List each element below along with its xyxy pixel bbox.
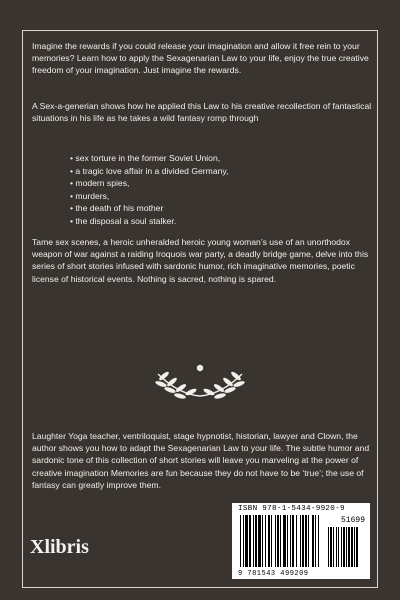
publisher-logo: Xlibris: [30, 536, 89, 558]
isbn-number: ISBN 978-1-5434-9920-9: [238, 505, 345, 513]
ean-number: 9 781543 499209: [238, 570, 309, 578]
list-item: • sex torture in the former Soviet Union,: [70, 152, 228, 165]
list-item: • the disposal a soul stalker.: [70, 215, 228, 228]
synopsis-paragraph: A Sex-a-generian shows how he applied this Law to his creative recollection of fantastical situations in his life as he takes a wild fantasy romp through: [32, 101, 372, 124]
barcode-bars: [240, 515, 364, 569]
isbn-barcode: [232, 503, 370, 579]
list-item: • the death of his mother: [70, 202, 228, 215]
list-item: • modern spies,: [70, 177, 228, 190]
topics-list: [70, 152, 228, 228]
list-item: • a tragic love affair in a divided Germany,: [70, 165, 228, 178]
description-paragraph: Tame sex scenes, a heroic unheralded heroic young woman’s use of an unorthodox weapon of war against a raiding Iroquois war party, a deadly bridge game, delve into this series of short stories infused with sardonic humor, rich imaginative memories, poetic license of historical events. Nothing is sacred, nothing is spared.: [32, 237, 369, 284]
laurel-wreath-icon: [148, 352, 252, 404]
list-item: • murders,: [70, 190, 228, 203]
author-paragraph: Laughter Yoga teacher, ventriloquist, stage hypnotist, historian, lawyer and Clown, the author shows you how to adapt the Sexagenarian Law to your life. The subtle humor and sardonic tone of this collection of short stories will leave you marveling at the power of creative imagination Memories are fun because they do not have to be ‘true’; the use of fantasy can greatly improve them.: [32, 431, 370, 490]
price-code: 51699: [340, 516, 365, 525]
intro-paragraph: Imagine the rewards if you could release your imagination and allow it free rein to your memories? Learn how to apply the Sexagenarian Law to your life, enjoy the true creative freedom of your imagination. Just imagine the rewards.: [32, 41, 369, 76]
